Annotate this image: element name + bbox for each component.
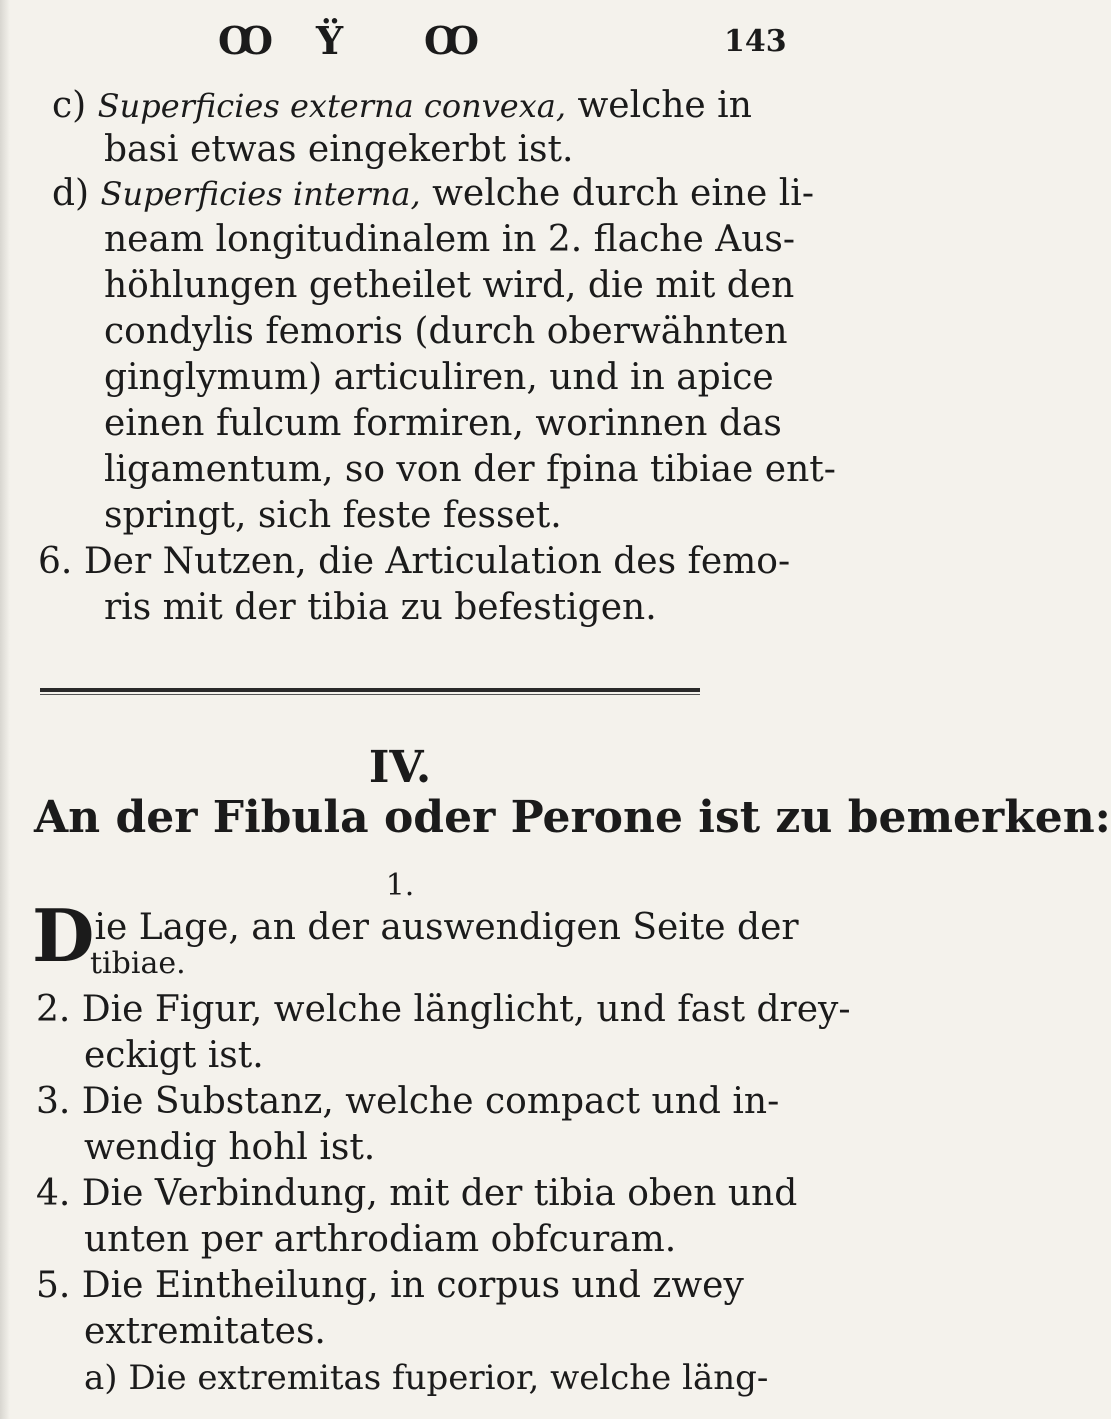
section-heading: An der Fibula oder Perone ist zu bemerken:	[34, 792, 1111, 843]
para-d-line5: ginglymum) articuliren, und in apice	[104, 357, 774, 398]
item6-line2: ris mit der tibia zu befestigen.	[104, 587, 657, 628]
page-header	[0, 18, 800, 78]
item2-line1: 2. Die Figur, welche länglicht, und fast drey-	[36, 989, 851, 1030]
signature-mark-1: Ꝏ	[218, 18, 274, 63]
para-d-line8: springt, sich feste fesset.	[104, 495, 562, 536]
section-numeral: IV.	[368, 742, 432, 793]
para-c-line1	[52, 84, 752, 128]
item3-line2: wendig hohl ist.	[84, 1127, 376, 1168]
item4-line2: unten per arthrodiam obfcuram.	[84, 1219, 677, 1260]
para-c-text: welche in	[577, 85, 752, 126]
item2-line2: eckigt ist.	[84, 1035, 264, 1076]
para-d-line1	[52, 172, 814, 216]
item6-text: Der Nutzen, die Articulation des femo-	[83, 541, 791, 582]
item6-label: 6.	[38, 541, 73, 582]
item4-line1: 4. Die Verbindung, mit der tibia oben und	[36, 1173, 798, 1214]
para-d-line4: condylis femoris (durch oberwähnten	[104, 311, 788, 352]
section-divider-thin	[40, 694, 700, 695]
dropcap: D	[32, 893, 95, 978]
para-d-text: welche durch eine li-	[432, 173, 814, 214]
signature-mark-3: Ꝏ	[424, 18, 480, 63]
para-c-label: c)	[52, 85, 87, 126]
para-d-line3: höhlungen getheilet wird, die mit den	[104, 265, 795, 306]
para-d-latin: Superficies interna,	[100, 175, 421, 213]
item1-text: ie Lage, an der auswendigen Seite der	[94, 907, 799, 948]
item3-line1: 3. Die Substanz, welche compact und in-	[36, 1081, 780, 1122]
item6-line1	[38, 540, 790, 584]
para-c-line2: basi etwas eingekerbt ist.	[104, 129, 574, 170]
para-d-line6: einen fulcum formiren, worinnen das	[104, 403, 782, 444]
sub-a-line1: a) Die extremitas fuperior, welche läng-	[84, 1358, 769, 1398]
list-number: 1.	[385, 868, 415, 903]
page-edge-shadow	[0, 0, 10, 1419]
para-d-line7: ligamentum, so von der fpina tibiae ent-	[104, 449, 836, 490]
section-divider	[40, 688, 700, 692]
item5-line2: extremitates.	[84, 1311, 326, 1352]
item5-line1: 5. Die Eintheilung, in corpus und zwey	[36, 1265, 744, 1306]
signature-mark-2: Ϋ	[316, 18, 344, 63]
para-d-line2: neam longitudinalem in 2. flache Aus-	[104, 219, 796, 260]
para-c-latin: Superficies externa convexa,	[97, 87, 566, 125]
para-d-label: d)	[52, 173, 90, 214]
page-number: 143	[724, 24, 787, 59]
item1-line2: tibiae.	[90, 946, 186, 981]
